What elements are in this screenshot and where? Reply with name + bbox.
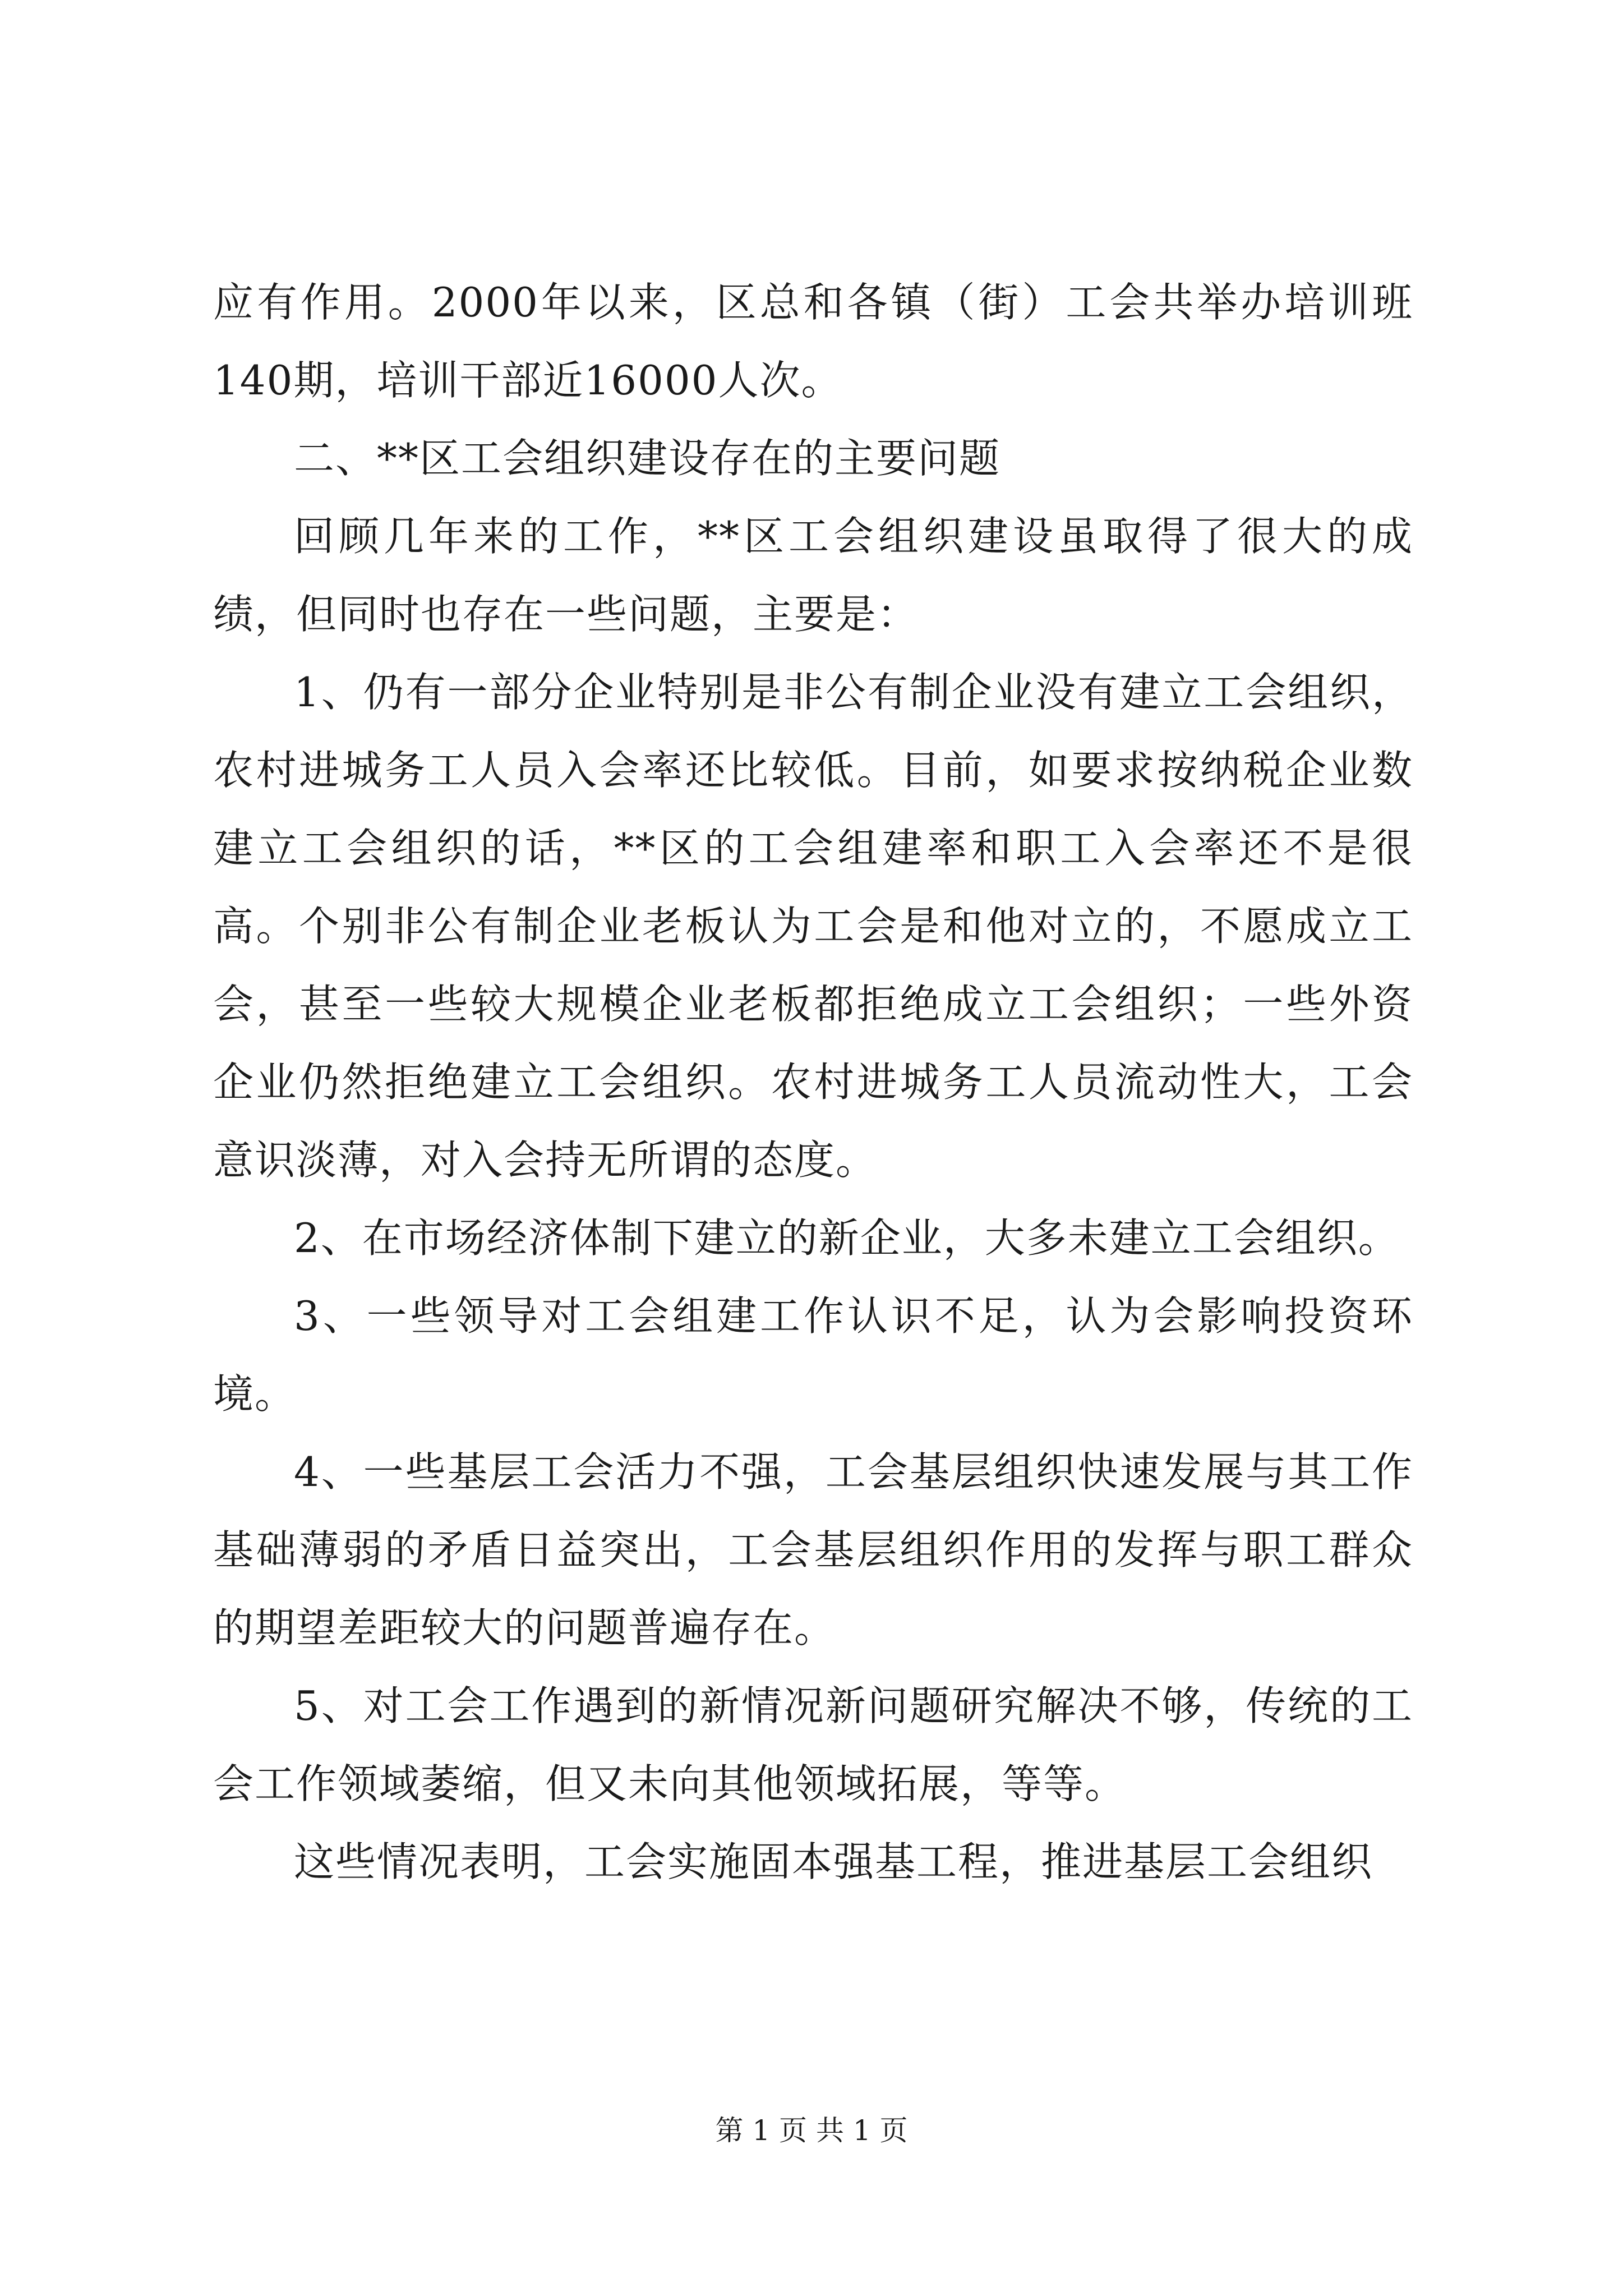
list-item-2: 2、在市场经济体制下建立的新企业，大多未建立工会组织。 [294,1214,1400,1262]
list-item-5: 5、对工会工作遇到的新情况新问题研究解决不够，传统的工会工作领域萎缩，但又未向其他领域拓展，等等。 [213,1682,1413,1807]
section-heading: 二、**区工会组织建设存在的主要问题 [294,435,1001,482]
list-item-3: 3、一些领导对工会组建工作认识不足，认为会影响投资环境。 [213,1292,1413,1418]
list-item-1: 1、仍有一部分企业特别是非公有制企业没有建立工会组织，农村进城务工人员入会率还比较低。目前，如要求按纳税企业数建立工会组织的话，**区的工会组建率和职工入会率还不是很高。个别非公有制企业老板认为工会是和他对立的，不愿成立工会，甚至一些较大规模企业老板都拒绝成立工会组织；一些外资企业仍然拒绝建立工会组织。农村进城务工人员流动性大，工会意识淡薄，对入会持无所谓的态度。 [213,669,1413,1184]
paragraph-final: 这些情况表明，工会实施固本强基工程，推进基层工会组织 [294,1838,1373,1885]
list-item-4: 4、一些基层工会活力不强，工会基层组织快速发展与其工作基础薄弱的矛盾日益突出，工会基层组织作用的发挥与职工群众的期望差距较大的问题普遍存在。 [213,1448,1413,1651]
paragraph-1: 应有作用。2000年以来，区总和各镇（街）工会共举办培训班140期，培训干部近16000人次。 [213,279,1413,404]
document-body [213,264,1413,1901]
paragraph-3: 回顾几年来的工作，**区工会组织建设虽取得了很大的成绩，但同时也存在一些问题，主要是： [213,513,1413,638]
page-footer: 第 1 页 共 1 页 [715,2114,908,2147]
